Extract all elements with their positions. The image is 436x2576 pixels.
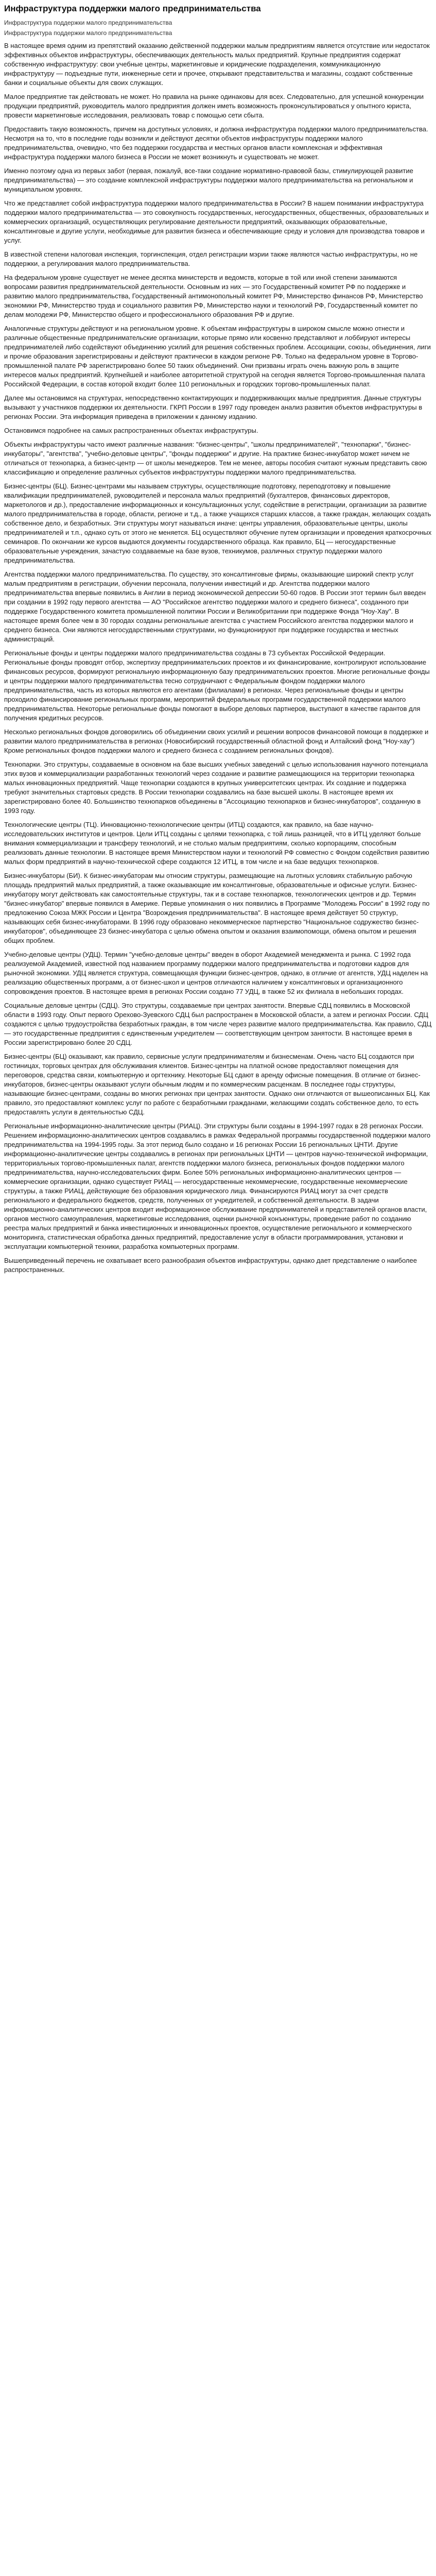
paragraph: В настоящее время одним из препятствий оказанию действенной поддержки малым предприятиям является отсутствие или недостаток эффективных объектов инфраструктуры, обеспечивающих деятельность малых предприятий. Крупные предприятия содержат собственную инфраструктуру: свои учебные центры, маркетинговые и юридические подразделения, коммуникационную инфраструктуру — подъездные пути, инженерные сети и прочее, открывают представительства и магазины, создают собственные банки и социальные объекты для своих служащих. (4, 42, 430, 87)
paragraph: Именно поэтому одна из первых забот (первая, пожалуй, все-таки создание нормативно-правовой базы, стимулирующей развитие предпринимательства) — это создание комплексной инфраструктуры поддержки малого предпринимательства на региональном и муниципальном уровнях. (4, 167, 413, 193)
paragraph: Агентства поддержки малого предпринимательства. По существу, это консалтинговые фирмы, оказывающие широкий спектр услуг малым предприятиям в регистрации, обучении персонала, получении инвестиций и др. Агентства поддержки малого предпринимательства впервые появились в Англии в период экономической депрессии 50-60 годов. В России этот термин был введен при создании в 1992 году первого агентства — АО "Российское агентство поддержки малого и среднего бизнеса", созданного при поддержке Государственного комитета промышленной политики России и Великобритании при поддержке Фонда "Ноу-Хау". В настоящее время более чем в 30 городах созданы региональные агентства с участием Российского агентства поддержки малого и среднего бизнеса. Они являются негосударственными структурами, но функционируют при поддержке государства и местных администраций. (4, 570, 426, 643)
paragraph: Объекты инфраструктуры часто имеют различные названия: "бизнес-центры", "школы предпринимателей", "технопарки", "бизнес-инкубаторы", "агентства", "учебно-деловые центры", "фонды поддержки" и другие. На практике бизнес-инкубатор может ничем не отличаться от технопарка, а бизнес-центр — от школы менеджеров. Тем не менее, авторы пособия считают нужным представить свою классификацию и определение различных субъектов инфраструктуры поддержки малого предпринимательства. (4, 440, 427, 476)
breadcrumb[interactable]: Инфраструктура поддержки малого предпринимательства (4, 19, 172, 26)
article-body (4, 41, 432, 1275)
paragraph: Вышеприведенный перечень не охватывает всего разнообразия объектов инфраструктуры, однако дает представление о наиболее распространенных. (4, 1257, 417, 1274)
page-title: Инфраструктура поддержки малого предпринимательства (4, 4, 261, 13)
paragraph: Региональные фонды и центры поддержки малого предпринимательства созданы в 73 субъектах Российской Федерации. Региональные фонды проводят отбор, экспертизу предпринимательских проектов и их финансирование, контролируют использование финансовых ресурсов, формируют региональную информационную базу предпринимательских проектов. Многие региональные фонды и центры поддержки малого предпринимательства тесно сотрудничают с Федеральным фондом поддержки малого предпринимательства, часть из которых являются его агентами (филиалами) в регионах. Через региональные фонды и центры проходило финансирование региональных программ, мероприятий федеральных программ государственной поддержки малого предпринимательства. Некоторые региональные фонды помогают в выборе деловых партнеров, выступают в качестве гарантов для получения кредитных ресурсов. (4, 649, 430, 722)
paragraph: Далее мы остановимся на структурах, непосредственно контактирующих и поддерживающих малые предприятия. Данные структуры вызывают у участников поддержки их деятельности. ГКРП России в 1997 году проведен анализ развития объектов инфраструктуры в регионах России. Эта информация приведена в приложении к данному изданию. (4, 394, 423, 420)
paragraph: Технологические центры (ТЦ). Инновационно-технологические центры (ИТЦ) создаются, как правило, на базе научно-исследовательских институтов и центров. Цели ИТЦ созданы с целями технопарка, с той лишь разницей, что в ИТЦ уделяют больше внимания коммерциализации и трансферу технологий, и не столько малым предприятиям, сколько корпорациям, способным реализовать данные технологии. В настоящее время Министерством науки и технологий РФ совместно с Фондом содействия развитию малых форм предприятий в научно-технической сфере создаются 12 ИТЦ, в том числе и на базе ведущих технопарков. (4, 821, 429, 866)
paragraph: Остановимся подробнее на самых распространенных объектах инфраструктуры. (4, 427, 258, 434)
paragraph: В известной степени налоговая инспекция, торгинспекция, отдел регистрации мэрии также являются частью инфраструктуры, но не поддержки, а регулирования малого предпринимательства. (4, 250, 418, 267)
paragraph: Технопарки. Это структуры, создаваемые в основном на базе высших учебных заведений с целью использования научного потенциала этих вузов и коммерциализации разработанных технологий через создание и развитие размещающихся на территории технопарка малых инновационных предприятий. Чаще технопарки создаются в крупных университетских центрах. Их создание и поддержка требуют значительных стартовых средств. В России технопарки создавались на базе высшей школы. В настоящее время их зарегистрировано более 40. Большинство технопарков объединены в "Ассоциацию технопарков и бизнес-инкубаторов", созданную в 1993 году. (4, 760, 428, 815)
paragraph: Региональные информационно-аналитические центры (РИАЦ). Эти структуры были созданы в 1994-1997 годах в 28 регионах России. Решением информационно-аналитических центров создавались в рамках Федеральной программы государственной поддержки малого предпринимательства на 1994-1995 годы. За этот период было создано и 16 регионах России 16 региональных ЦНТИ. Другие информационно-аналитические центры создавались в регионах при региональных ЦНТИ — центров научно-технической информации, территориальных торгово-промышленных палат, агентств поддержки малого бизнеса, региональных фондов поддержки малого предпринимательства, научно-исследовательских фирм. Более 50% региональных информационно-аналитических центров — коммерческие организации, однако существует РИАЦ — негосударственные некоммерческие, государственные некоммерческие структуры, а также РИАЦ, действующие без образования юридического лица. Финансируются РИАЦ могут за счет средств регионального и федерального бюджетов, средств, полученных от учредителей, и собственной деятельности. В задачи информационно-аналитических центров входит информационное обслуживание предпринимателей и представителей органов власти, органов местного самоуправления, маркетинговые исследования, оценки рыночной конъюнктуры, проведение работ по созданию реестра малых предприятий и банка инвестиционных и инновационных проектов, осуществление регионального и коммерческого мониторинга, статистическая обработка данных предприятий, предоставление услуг в области программирования, установки и эксплуатации компьютерной техники, разработка компьютерных программ. (4, 1122, 431, 1250)
paragraph: На федеральном уровне существует не менее десятка министерств и ведомств, которые в той или иной степени занимаются вопросами развития предпринимательской деятельности. Основным из них — это Государственный комитет РФ по поддержке и развитию малого предпринимательства, Государственный антимонопольный комитет РФ, Министерство финансов РФ, Министерство экономики РФ, Министерство труда и социального развития РФ, Министерство науки и технологий РФ, Государственный комитет по делам молодежи РФ, Министерство общего и профессионального образования РФ и другие. (4, 274, 423, 318)
section-subtitle: Инфраструктура поддержки малого предпринимательства (4, 29, 172, 37)
paragraph: Предоставить такую возможность, причем на доступных условиях, и должна инфраструктура поддержки малого предпринимательства. Несмотря на то, что в последние годы возникли и действуют десятки объектов инфраструктуры поддержки малого предпринимательства, очевидно, что без поддержки государства и местных органов власти комплексная и эффективная инфраструктура поддержки малого бизнеса в России не может возникнуть и существовать не может. (4, 125, 428, 161)
paragraph: Несколько региональных фондов договорились об объединении своих усилий и решении вопросов финансовой помощи в поддержке и развитии малого предпринимательства в регионах (Новосибирский государственный областной фонд и Алтайский фонд "Ноу-хау") Кроме региональных фондов поддержки малого и среднего бизнеса с созданием региональных фондов). (4, 728, 429, 754)
paragraph: Что же представляет собой инфраструктура поддержки малого предпринимательства в России? В нашем понимании инфраструктура поддержки малого предпринимательства — это совокупность государственных, негосударственных, общественных, образовательных и коммерческих организаций, осуществляющих регулирование деятельности предприятий, оказывающих образовательные, консалтинговые и другие услуги, необходимые для развития бизнеса и обеспечивающие среду и условия для производства товаров и услуг. (4, 199, 429, 244)
paragraph: Социальные деловые центры (СДЦ). Это структуры, создаваемые при центрах занятости. Впервые СДЦ появились в Московской области в 1993 году. Опыт первого Орехово-Зуевского СДЦ был распространен в Московской области, а затем и регионах России. СДЦ создаются с целью трудоустройства безработных граждан, в том числе через развитие малого предпринимательства. Как правило, СДЦ — это государственные предприятия с единственным учредителем — соответствующим центром занятости. В настоящее время в России зарегистрировано более 20 СДЦ. (4, 1002, 432, 1046)
paragraph: Малое предприятие так действовать не может. Но правила на рынке одинаковы для всех. Следовательно, для успешной конкуренции продукции предприятий, руководитель малого предприятия должен иметь возможность проконсультироваться у опытного юриста, провести маркетинговые исследования, реализовать товар с помощью сети сбыта. (4, 93, 424, 119)
paragraph: Учебно-деловые центры (УДЦ). Термин "учебно-деловые центры" введен в оборот Академией менеджмента и рынка. С 1992 года реализуемой Академией, известной под названием программу поддержки малого предпринимательства и подготовки кадров для рыночной экономики. УДЦ является структура, совмещающая функции бизнес-центров, однако, в отличие от агентств, УДЦ наделен на реализацию общественных программ, а от бизнес-школ и центров отличаются наличием у консалтинговых и организационного сопровождения проектов. В настоящее время в регионах России создано 77 УДЦ, в также 52 их филиала в небольших городах. (4, 951, 428, 995)
paragraph: Бизнес-центры (БЦ). Бизнес-центрами мы называем структуры, осуществляющие подготовку, переподготовку и повышение квалификации предпринимателей, руководителей и персонала малых предприятий (бухгалтеров, финансовых директоров, маркетологов и др.), предоставление информационных и консультационных услуг, содействие в регистрации, организации за развитие малого предпринимательства в городе, области, регионе и т.д., а также учащихся старших классов, а также граждан, желающих создать собственное дело, и безработных. Эти структуры могут называться иначе: центры управления, образовательные центры, школы предпринимателей и т.п., однако суть от этого не меняется. БЦ осуществляют обучение путем организации и проведения краткосрочных семинаров. По окончании же курсов выдаются документы государственного образца. Как правило, БЦ — негосударственные образовательные учреждения, зачастую создаваемые на базе вузов, техникумов, различных структур поддержки малого предпринимательства. (4, 482, 432, 564)
paragraph: Бизнес-центры (БЦ) оказывают, как правило, сервисные услуги предпринимателям и бизнесменам. Очень часто БЦ создаются при гостиницах, торговых центрах для обслуживания клиентов. Бизнес-центры на платной основе предоставляют помещения для переговоров, средства связи, компьютерную и оргтехнику. Некоторые БЦ сдают в аренду офисные помещения. В отличие от бизнес-инкубаторов, бизнес-центры оказывают услуги обычным людям и по коммерческим расценкам. В последнее годы структуры, называющие бизнес-центрами, созданы во многих регионах при центрах занятости. Однако они отличаются от вышеописанных БЦ. Как правило, это предоставляют комплекс услуг по работе с безработными гражданами, желающими создать собственное дело, то есть предоставлять услуги в деятельностью СДЦ. (4, 1053, 430, 1116)
paragraph: Аналогичные структуры действуют и на региональном уровне. К объектам инфраструктуры в широком смысле можно отнести и различные общественные предпринимательские организации, которые прямо или косвенно представляют и лоббируют интересы предпринимателей либо содействуют объединению усилий для решения собственных проблем. Ассоциации, союзы, объединения, лиги и прочие образования зарегистрированы и действуют практически в каждом регионе РФ. Только на федеральном уровне в Торгово-промышленной палате РФ зарегистрировано более 50 таких объединений. Они призваны играть очень важную роль в защите интересов малых предприятий. Крупнейшей и наиболее авторитетной структурой на сегодня является Торгово-промышленная палата Российской Федерации, в состав которой входит более 110 региональных и городских торгово-промышленных палат. (4, 325, 431, 388)
paragraph: Бизнес-инкубаторы (БИ). К бизнес-инкубаторам мы относим структуры, размещающие на льготных условиях стабильную рабочую площадь предприятий малых предприятий, а также оказывающие им консалтинговые, образовательные и офисные услуги. Бизнес-инкубатору могут действовать как самостоятельные структуры, так и в составе технопарков, технологических центров и др. Термин "бизнес-инкубатор" впервые появился в Америке. Первые упоминания о них появились в Программе "Молодежь России" в 1992 году по предложению Союза МЖК России и Центра "Возрождения предпринимательства". В настоящее время действует 50 структур, называющих себя бизнес-инкубаторами. В 1996 году образовано некоммерческое партнерство "Национальное содружество бизнес-инкубаторов", объединяющее 23 бизнес-инкубатора с целью обмена опытом и оказания взаимопомощи, обмена опытом и решения общих проблем. (4, 872, 430, 944)
